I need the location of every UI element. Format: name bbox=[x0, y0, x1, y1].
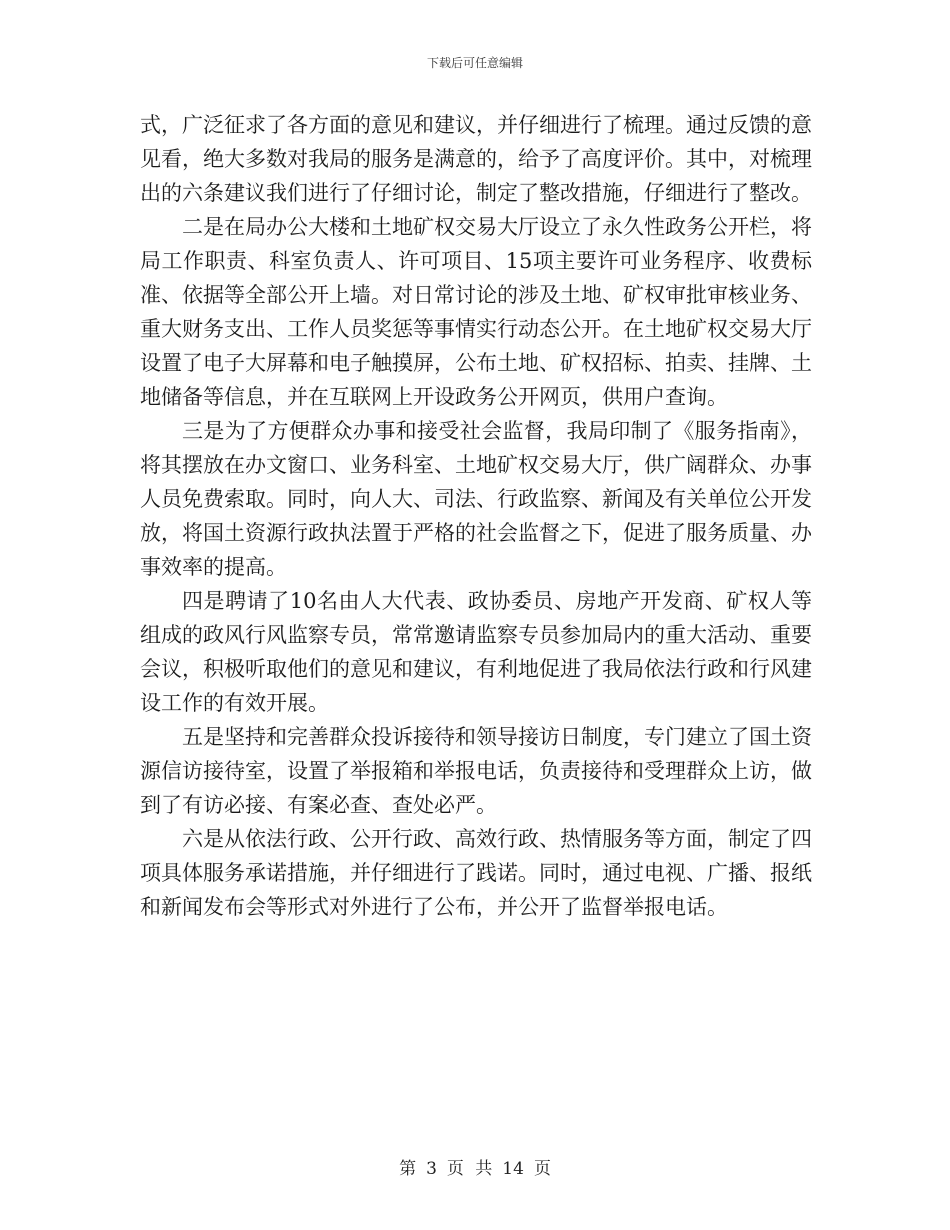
paragraph-continuation: 式，广泛征求了各方面的意见和建议，并仔细进行了梳理。通过反馈的意见看，绝大多数对我局的服务是满意的，给予了高度评价。其中，对梳理出的六条建议我们进行了仔细讨论，制定了整改措施，仔细进行了整改。 bbox=[140, 113, 812, 205]
page-header: 下载后可任意编辑 bbox=[426, 56, 523, 70]
paragraph-item-4: 四是聘请了10名由人大代表、政协委员、房地产开发商、矿权人等组成的政风行风监察专员，常常邀请监察专员参加局内的重大活动、重要会议，积极听取他们的意见和建议，有利地促进了我局依法行政和行风建设工作的有效开展。 bbox=[140, 589, 812, 715]
footer-total-pages: 14 bbox=[502, 1159, 524, 1179]
footer-prefix: 第 bbox=[399, 1159, 417, 1179]
paragraph-item-5: 五是坚持和完善群众投诉接待和领导接访日制度，专门建立了国土资源信访接待室，设置了举报箱和举报电话，负责接待和受理群众上访，做到了有访必接、有案必查、查处必严。 bbox=[140, 725, 812, 817]
page-footer bbox=[0, 1154, 950, 1179]
paragraph-item-6: 六是从依法行政、公开行政、高效行政、热情服务等方面，制定了四项具体服务承诺措施，并仔细进行了践诺。同时，通过电视、广播、报纸和新闻发布会等形式对外进行了公布，并公开了监督举报电话。 bbox=[140, 827, 812, 919]
footer-suffix: 页 bbox=[533, 1159, 551, 1179]
paragraph-item-2: 二是在局办公大楼和土地矿权交易大厅设立了永久性政务公开栏，将局工作职责、科室负责人、许可项目、15项主要许可业务程序、收费标准、依据等全部公开上墙。对日常讨论的涉及土地、矿权审批审核业务、重大财务支出、工作人员奖惩等事情实行动态公开。在土地矿权交易大厅设置了电子大屏幕和电子触摸屏，公布土地、矿权招标、拍卖、挂牌、土地储备等信息，并在互联网上开设政务公开网页，供用户查询。 bbox=[140, 215, 812, 409]
footer-current-page: 3 bbox=[426, 1159, 437, 1179]
paragraph-item-3: 三是为了方便群众办事和接受社会监督，我局印制了《服务指南》，将其摆放在办文窗口、业务科室、土地矿权交易大厅，供广阔群众、办事人员免费索取。同时，向人大、司法、行政监察、新闻及有关单位公开发放，将国土资源行政执法置于严格的社会监督之下，促进了服务质量、办事效率的提高。 bbox=[140, 419, 812, 579]
footer-middle: 页 共 bbox=[446, 1159, 493, 1179]
document-body bbox=[140, 108, 812, 924]
